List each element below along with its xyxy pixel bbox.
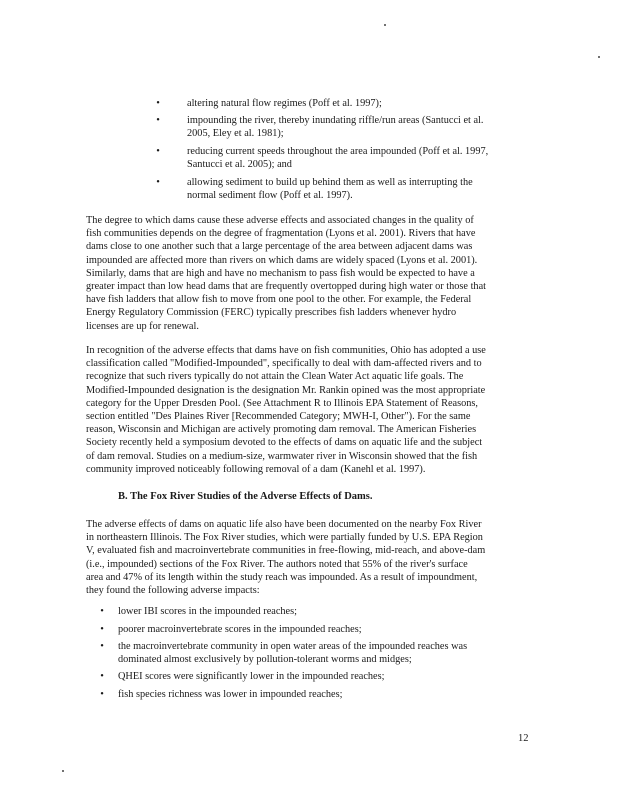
bullet-glyph: •	[156, 146, 160, 157]
scan-speck	[598, 56, 600, 58]
paragraph-line: Modified-Impounded designation is the designation Mr. Rankin opined was the most appropriate	[86, 384, 486, 396]
bullet-glyph: •	[100, 689, 104, 700]
paragraph-line: recognize that such rivers typically do not attain the Clean Water Act aquatic life goals. The	[86, 371, 464, 383]
paragraph-line: The adverse effects of dams on aquatic life also have been documented on the nearby Fox River	[86, 519, 482, 530]
paragraph-line: greater impact than low head dams that are frequently overtopped during high water or those that	[86, 281, 487, 293]
bullet-glyph: •	[100, 606, 104, 617]
bullet-glyph: •	[156, 98, 160, 109]
page-number: 12	[518, 733, 529, 744]
paragraph-line: fish communities depends on the degree of fragmentation (Lyons et al. 2001). Rivers that have	[86, 228, 476, 240]
paragraph-line: In recognition of the adverse effects that dams have on fish communities, Ohio has adopted a use	[86, 345, 486, 356]
paragraph-line: (i.e., impounded) sections of the Fox River. The authors noted that 55% of the river's surface	[86, 558, 468, 570]
scan-speck	[384, 24, 386, 26]
bullet-text-line: impounding the river, thereby inundating riffle/run areas (Santucci et al.	[187, 115, 484, 126]
paragraph-line: impounded are affected more than rivers on which dams are widely spaced (Lyons et al. 2001).	[86, 254, 478, 266]
bullet-text-line: Santucci et al. 2005); and	[187, 159, 292, 171]
bullet-glyph: •	[156, 115, 160, 126]
bullet-text-line: the macroinvertebrate community in open water areas of the impounded reaches was	[118, 641, 468, 652]
bullet-text-line: 2005, Eley et al. 1981);	[187, 128, 284, 140]
paragraph-ohio-classification	[86, 344, 486, 476]
paragraph-line: Energy Regulatory Commission (FERC) typically prescribes fish ladders whenever hydro	[86, 307, 457, 319]
paragraph-line: dams close to one another such that a large percentage of the area between adjacent dams was	[86, 241, 473, 253]
paragraph-line: licenses are up for renewal.	[86, 320, 199, 332]
bullet-text-line: QHEI scores were significantly lower in the impounded reaches;	[118, 671, 385, 682]
bullet-glyph: •	[156, 177, 160, 188]
paragraph-line: section entitled "Des Plaines River [Recommended Category; MWH-I, Other"). For the same	[86, 411, 471, 423]
paragraph-line: have fish ladders that allow fish to move from one pool to the other. For example, the Federal	[86, 294, 472, 306]
paragraph-line: reason, Wisconsin and Michigan are actively promoting dam removal. The American Fisheries	[86, 424, 477, 436]
bullet-text-line: reducing current speeds throughout the area impounded (Poff et al. 1997,	[187, 146, 489, 157]
bullet-text-line: fish species richness was lower in impounded reaches;	[118, 689, 343, 700]
bullet-text-line: dominated almost exclusively by pollution-tolerant worms and midges;	[118, 654, 412, 666]
paragraph-line: Society recently held a symposium devoted to the effects of dams on aquatic life and the subject	[86, 437, 483, 449]
bullet-glyph: •	[100, 624, 104, 635]
paragraph-line: Similarly, dams that are high and have no mechanism to pass fish would be expected to have a	[86, 267, 475, 279]
paragraph-line: of dam removal. Studies on a medium-size, warmwater river in Wisconsin showed that the fish	[86, 450, 478, 462]
bullet-text-line: poorer macroinvertebrate scores in the impounded reaches;	[118, 624, 362, 635]
paragraph-line: The degree to which dams cause these adverse effects and associated changes in the quality of	[86, 215, 474, 226]
bullet-text-line: normal sediment flow (Poff et al. 1997).	[187, 190, 353, 202]
paragraph-line: category for the Upper Dresden Pool. (See Attachment R to Illinois EPA Statement of Reasons,	[86, 397, 478, 409]
paragraph-line: in northeastern Illinois. The Fox River studies, which were partially funded by U.S. EPA Region	[86, 532, 483, 544]
paragraph-line: area and 47% of its length within the study reach was impounded. As a result of impoundment,	[86, 571, 478, 583]
paragraph-dam-fragmentation	[86, 214, 486, 333]
bullet-glyph: •	[100, 641, 104, 652]
paragraph-line: community improved noticeably following removal of a dam (Kanehl et al. 1997).	[86, 463, 426, 475]
section-heading: B. The Fox River Studies of the Adverse Effects of Dams.	[118, 491, 373, 502]
bullet-text-line: altering natural flow regimes (Poff et al. 1997);	[187, 98, 382, 109]
paragraph-line: V, evaluated fish and macroinvertebrate communities in free-flowing, mid-reach, and above-dam	[86, 545, 486, 557]
paragraph-fox-river	[86, 518, 485, 597]
scan-speck	[62, 770, 64, 772]
bullet-text-line: lower IBI scores in the impounded reaches;	[118, 606, 297, 617]
paragraph-line: they found the following adverse impacts:	[86, 585, 260, 597]
bullet-text-line: allowing sediment to build up behind them as well as interrupting the	[187, 177, 473, 188]
paragraph-line: classification called "Modified-Impounded", specifically to deal with dam-affected rivers and to	[86, 358, 482, 370]
bullet-glyph: •	[100, 671, 104, 682]
